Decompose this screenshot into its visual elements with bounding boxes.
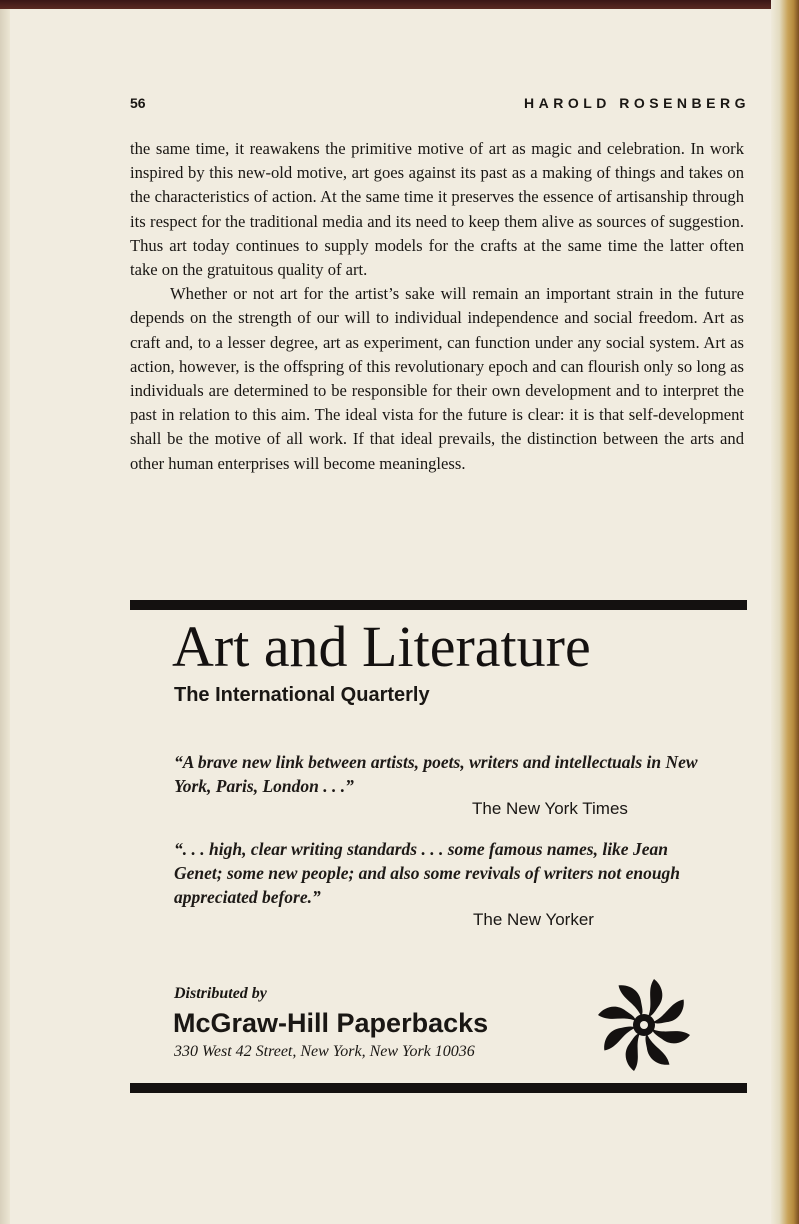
page-top-edge <box>0 0 799 9</box>
distributed-by-label: Distributed by <box>174 985 267 1002</box>
quote-source: The New Yorker <box>473 910 594 929</box>
ad-title: Art and Literature <box>172 614 591 679</box>
publisher-address: 330 West 42 Street, New York, New York 10036 <box>174 1043 475 1060</box>
ad-top-rule <box>130 600 747 610</box>
review-quote: “A brave new link between artists, poets, writers and intellectuals in New York, Paris, London . . .” <box>174 752 698 796</box>
publisher-logo-icon <box>588 972 700 1078</box>
running-head-author: HAROLD ROSENBERG <box>523 95 750 111</box>
paragraph: the same time, it reawakens the primitive motive of art as magic and celebration. In work inspired by this new-old motive, art goes against its past as a making of things and takes on the characteristics of action. At the same time it preserves the essence of artisanship through its respect for the traditional media and its need to keep them alive as sources of suggestion. Thus art today continues to supply models for the crafts at the same time the latter often take on the gratuitous quality of art. <box>130 139 744 280</box>
page-left-edge <box>0 9 10 1224</box>
body-text <box>130 137 744 476</box>
book-spine-edge <box>771 0 799 1224</box>
ad-bottom-rule <box>130 1083 747 1093</box>
page-number: 56 <box>130 95 146 111</box>
review-quote: “. . . high, clear writing standards . . . some famous names, like Jean Genet; some new people; and also some revivals of writers not enough appreciated before.” <box>174 839 681 907</box>
ad-subtitle: The International Quarterly <box>174 684 430 706</box>
running-head <box>130 95 750 115</box>
quote-source: The New York Times <box>472 799 628 818</box>
publisher-name: McGraw-Hill Paperbacks <box>173 1008 489 1038</box>
paragraph: Whether or not art for the artist’s sake will remain an important strain in the future depends on the strength of our will to individual independence and social freedom. Art as craft and, to a lesser degree, art as experiment, can function under any social system. Art as action, however, is the offspring of this revolutionary epoch and can flourish only so long as individuals are determined to be responsible for their own development and to interpret the past in relation to this aim. The ideal vista for the future is clear: it is that self-development shall be the motive of all work. If that ideal prevails, the distinction between the arts and other human enterprises will become meaningless. <box>130 284 744 473</box>
